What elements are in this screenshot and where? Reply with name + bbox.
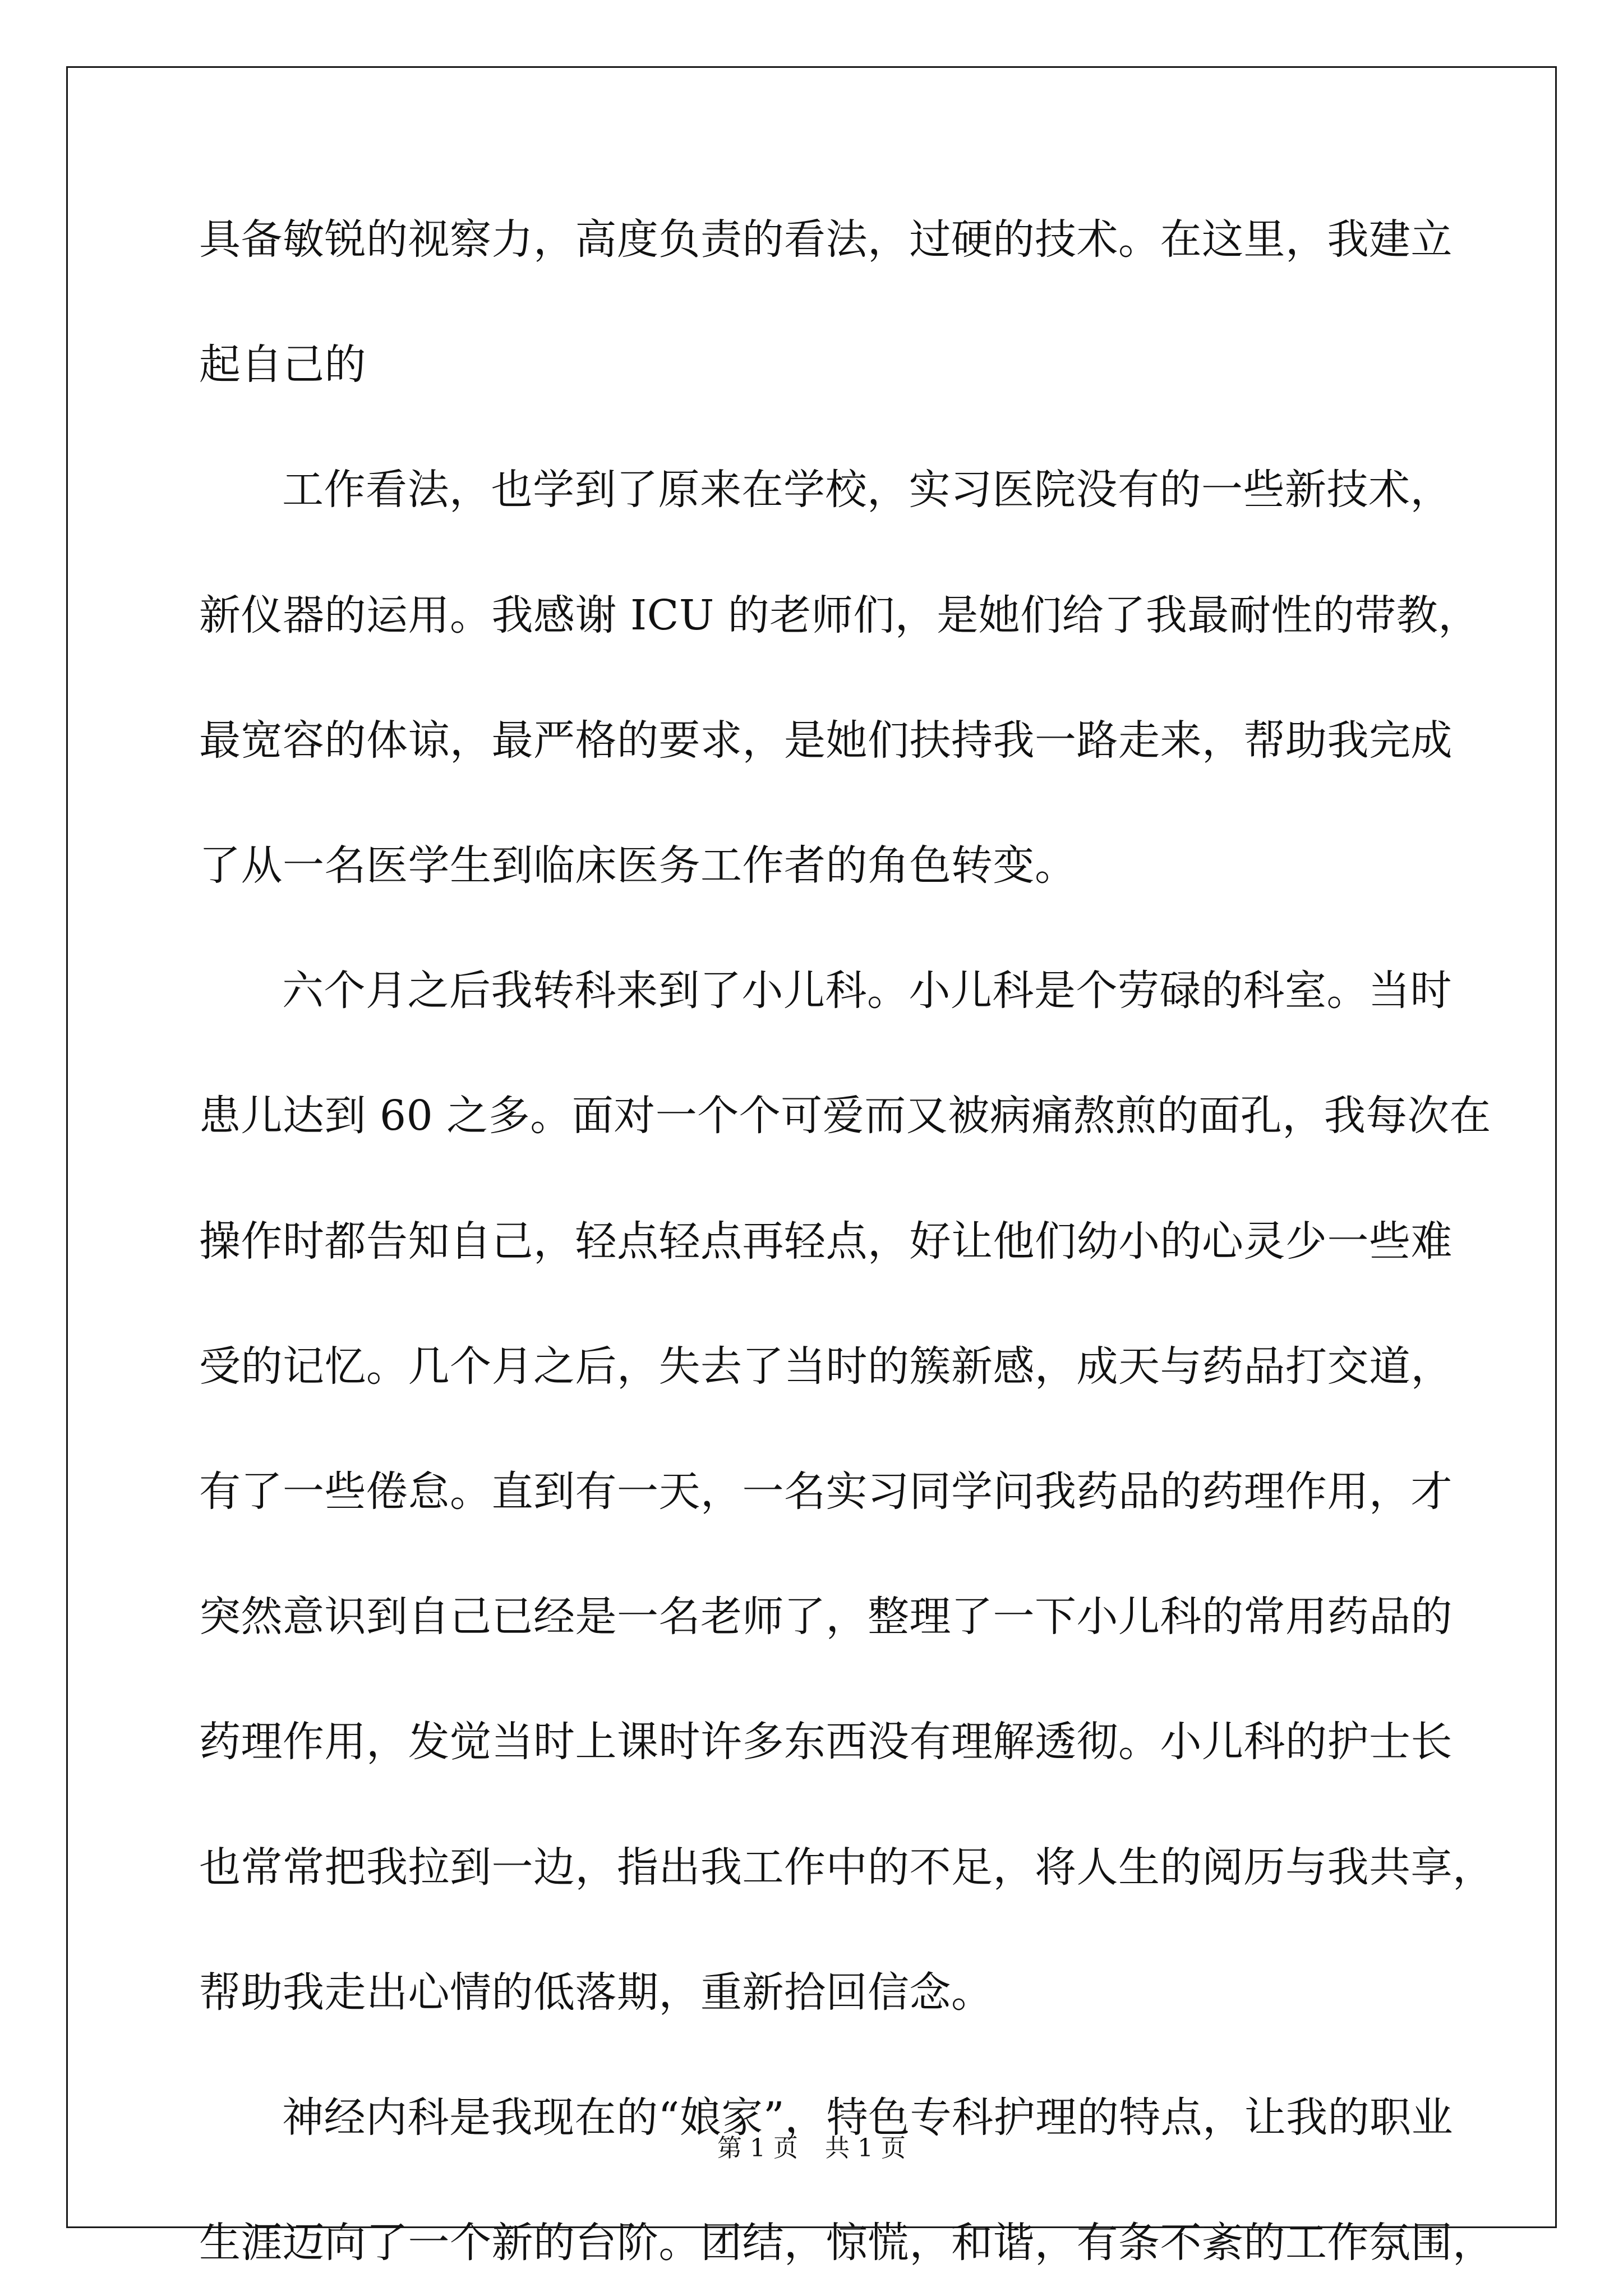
page-footer [0, 2132, 1623, 2165]
text-line: 新仪器的运用。我感谢 ICU 的老师们，是她们给了我最耐性的带教， [199, 591, 1480, 639]
page-total-label: 共 1 页 [825, 2134, 906, 2162]
text-line: 了从一名医学生到临床医务工作者的角色转变。 [199, 841, 1077, 890]
text-line: 突然意识到自己已经是一名老师了，整理了一下小儿科的常用药品的 [199, 1593, 1453, 1641]
text-line: 起自己的 [199, 341, 366, 389]
text-line: 也常常把我拉到一边，指出我工作中的不足，将人生的阅历与我共享， [199, 1843, 1495, 1892]
text-line: 生涯迈向了一个新的台阶。团结，惊慌，和谐，有条不紊的工作氛围， [199, 2219, 1495, 2267]
text-line: 帮助我走出心情的低落期，重新拾回信念。 [199, 1968, 993, 2017]
text-line: 患儿达到 60 之多。面对一个个可爱而又被病痛熬煎的面孔，我每次在 [199, 1092, 1491, 1140]
text-line: 六个月之后我转科来到了小儿科。小儿科是个劳碌的科室。当时 [282, 967, 1452, 1015]
text-line: 药理作用，发觉当时上课时许多东西没有理解透彻。小儿科的护士长 [199, 1718, 1453, 1766]
text-line: 最宽容的体谅，最严格的要求，是她们扶持我一路走来，帮助我完成 [199, 716, 1453, 765]
text-line: 工作看法，也学到了原来在学校，实习医院没有的一些新技术， [282, 466, 1452, 514]
text-line: 操作时都告知自己，轻点轻点再轻点，好让他们幼小的心灵少一些难 [199, 1217, 1453, 1266]
page-number-label: 第 1 页 [717, 2134, 798, 2162]
text-line: 有了一些倦怠。直到有一天，一名实习同学问我药品的药理作用，才 [199, 1467, 1453, 1516]
text-line: 神经内科是我现在的“娘家”，特色专科护理的特点，让我的职业 [282, 2093, 1454, 2142]
text-line: 具备敏锐的视察力，高度负责的看法，过硬的技术。在这里，我建立 [199, 215, 1453, 264]
text-line: 受的记忆。几个月之后，失去了当时的簇新感，成天与药品打交道， [199, 1342, 1453, 1391]
